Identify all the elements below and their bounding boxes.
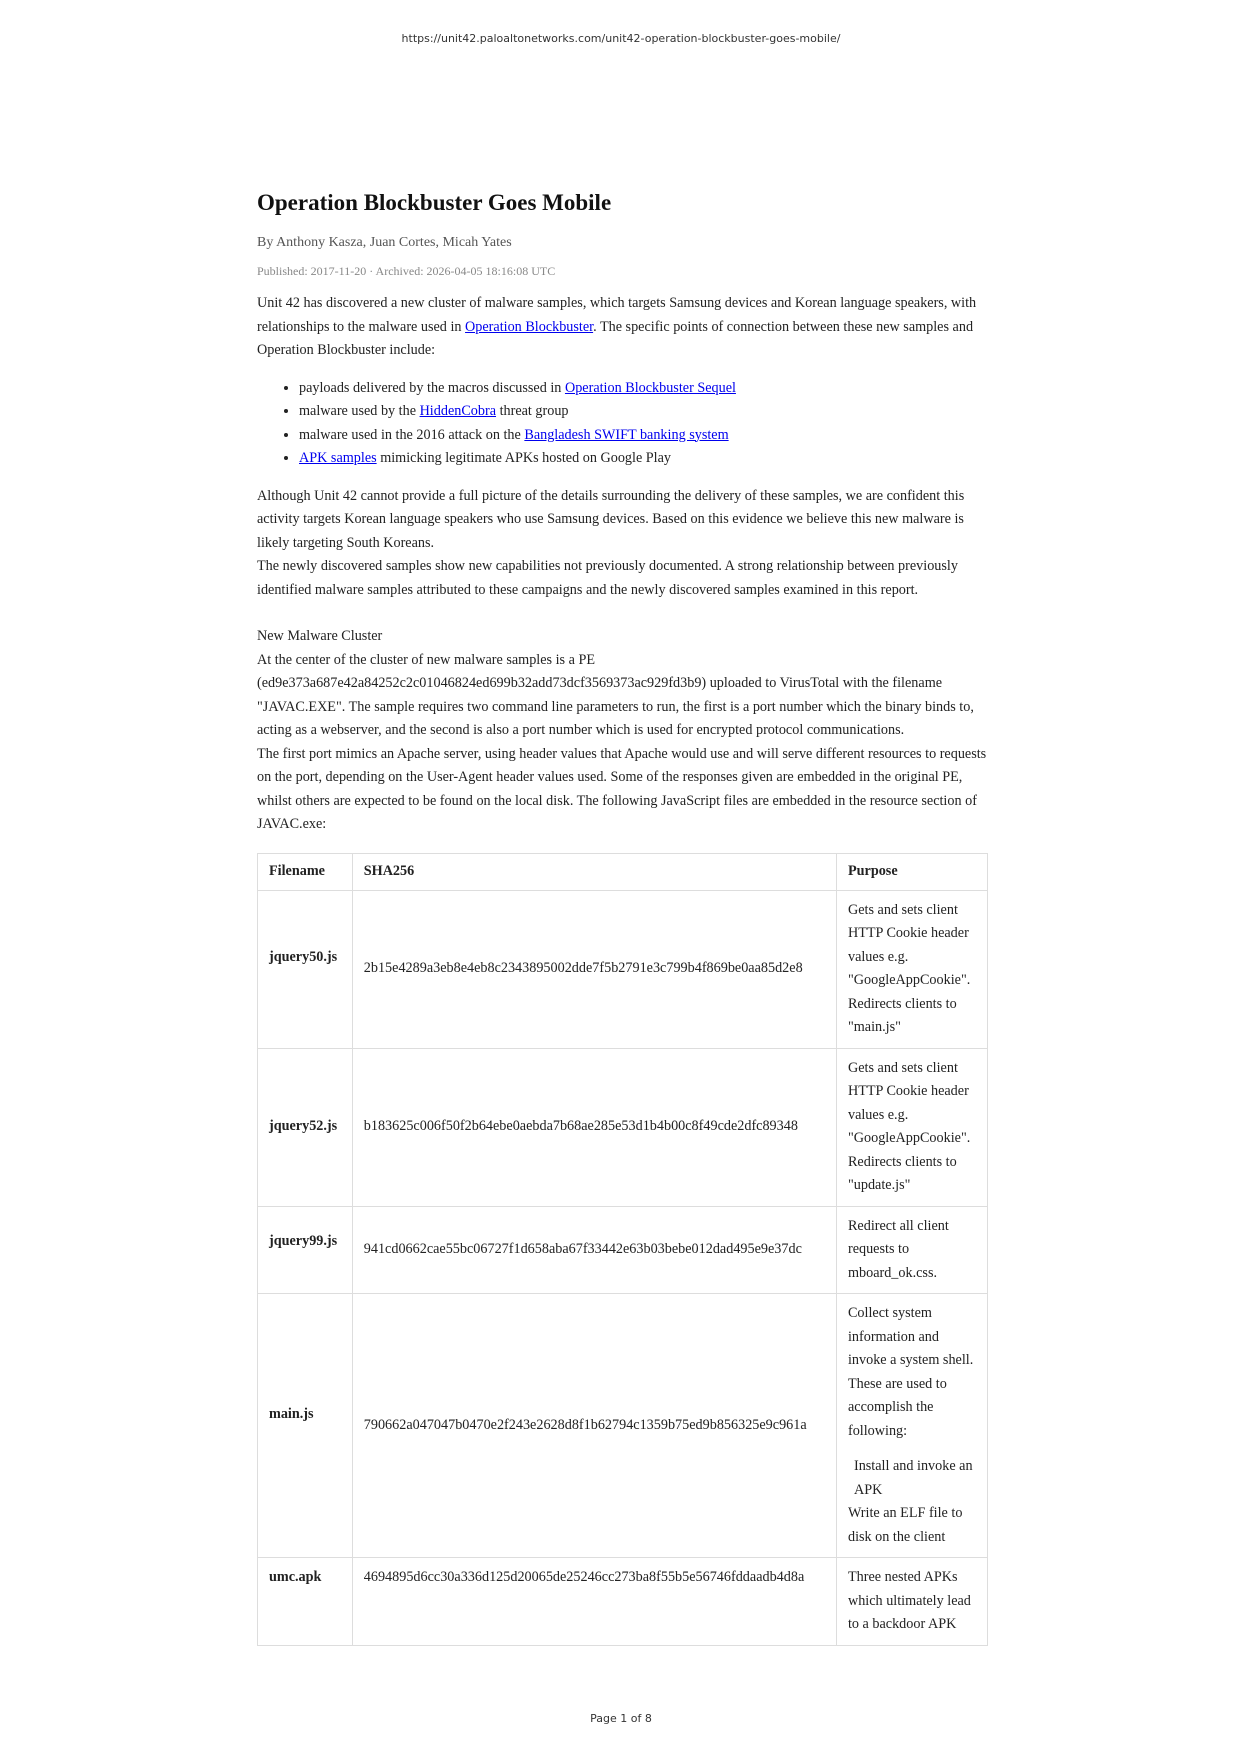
apk-samples-link[interactable]: APK samples	[299, 450, 377, 466]
intro-paragraph	[257, 292, 988, 363]
connection-list	[257, 377, 988, 471]
list-text: payloads delivered by the macros discussed in	[299, 379, 565, 396]
purpose-subitem: Install and invoke an APK	[853, 1458, 973, 1498]
hash-cell: 2b15e4289a3eb8e4eb8c2343895002dde7f5b2791e3c799b4f869be0aa85d2e8	[352, 890, 836, 1048]
purpose-cell: Gets and sets client HTTP Cookie header values e.g. "GoogleAppCookie". Redirects clients to "update.js"	[836, 1048, 987, 1206]
column-header: Purpose	[836, 853, 987, 890]
article	[257, 190, 988, 1633]
paragraph: At the center of the cluster of new malware samples is a PE (ed9e373a687e42a84252c2c01046824ed699b32add73dcf3569373ac929fd3b9) uploaded to VirusTotal with the filename "JAVAC.EXE". The sample requires two command line parameters to run, the first is a port number which the binary binds to, acting as a webserver, and the second is also a port number which is used for encrypted protocol communications.	[257, 651, 974, 738]
operation-blockbuster-link[interactable]: Operation Blockbuster	[465, 318, 594, 335]
byline: By Anthony Kasza, Juan Cortes, Micah Yates	[257, 235, 512, 250]
javascript-files-table	[257, 853, 988, 1646]
filename-cell: jquery50.js	[258, 890, 353, 1048]
purpose-cell: Gets and sets client HTTP Cookie header values e.g. "GoogleAppCookie". Redirects clients to "main.js"	[836, 890, 987, 1048]
purpose-cell: Redirect all client requests to mboard_ok.css.	[836, 1206, 987, 1294]
list-item	[299, 447, 988, 471]
purpose-subitem: Write an ELF file to disk on the client	[847, 1505, 963, 1545]
filename-cell: umc.apk	[258, 1558, 353, 1646]
purpose-text: Collect system information and invoke a system shell. These are used to accomplish the following:	[847, 1305, 974, 1439]
article-title: Operation Blockbuster Goes Mobile	[257, 190, 612, 215]
blockbuster-sequel-link[interactable]: Operation Blockbuster Sequel	[564, 379, 736, 396]
intro-text: Unit 42 has discovered a new cluster of malware samples, which targets Samsung devices and Korean language speakers, with relationships to the malware used in	[257, 295, 977, 335]
table-row	[258, 890, 988, 1048]
page-number: Page 1 of 8	[590, 1712, 652, 1725]
list-item	[299, 400, 988, 424]
hash-cell: 790662a047047b0470e2f243e2628d8f1b62794c1359b75ed9b856325e9c961a	[352, 1294, 836, 1558]
hash-cell: 4694895d6cc30a336d125d20065de25246cc273ba8f55b5e56746fddaadb4d8a	[352, 1558, 836, 1646]
table-row	[258, 1206, 988, 1294]
page-url-header: https://unit42.paloaltonetworks.com/unit42-operation-blockbuster-goes-mobile/	[401, 32, 841, 45]
section-heading: New Malware Cluster	[257, 628, 383, 644]
list-item	[299, 424, 988, 448]
table-header-row	[258, 853, 988, 890]
hash-cell: b183625c006f50f2b64ebe0aebda7b68ae285e53d1b4b00c8f49cde2dfc89348	[352, 1048, 836, 1206]
table-container	[257, 853, 988, 1633]
paragraph: Although Unit 42 cannot provide a full picture of the details surrounding the delivery of these samples, we are confident this activity targets Korean language speakers who use Samsung devices. Based on this evidence we believe this new malware is likely targeting South Koreans.	[257, 487, 965, 551]
filename-cell: main.js	[258, 1294, 353, 1558]
paragraph: The newly discovered samples show new capabilities not previously documented. A strong relationship between previously identified malware samples attributed to these campaigns and the newly discovered samples examined in this report.	[257, 558, 958, 598]
list-text: malware used by the	[299, 403, 420, 419]
purpose-cell: Three nested APKs which ultimately lead to a backdoor APK	[836, 1558, 987, 1646]
table-row	[258, 1294, 988, 1558]
publish-meta: Published: 2017-11-20 · Archived: 2026-04-05 18:16:08 UTC	[257, 264, 556, 278]
column-header: SHA256	[352, 853, 836, 890]
hiddencobra-link[interactable]: HiddenCobra	[419, 403, 497, 419]
table-row	[258, 1048, 988, 1206]
bangladesh-swift-link[interactable]: Bangladesh SWIFT banking system	[524, 426, 729, 443]
table-row	[258, 1558, 988, 1646]
list-text: mimicking legitimate APKs hosted on Google Play	[376, 450, 672, 466]
column-header: Filename	[258, 853, 353, 890]
filename-cell: jquery99.js	[258, 1206, 353, 1294]
intro-text-2: . The specific points of connection between these new samples and Operation Blockbuster include:	[257, 318, 974, 358]
list-item	[299, 377, 988, 401]
filename-cell: jquery52.js	[258, 1048, 353, 1206]
purpose-cell	[836, 1294, 987, 1558]
hash-cell: 941cd0662cae55bc06727f1d658aba67f33442e63b03bebe012dad495e9e37dc	[352, 1206, 836, 1294]
list-text: malware used in the 2016 attack on the	[299, 426, 525, 443]
paragraph: The first port mimics an Apache server, using header values that Apache would use and will serve different resources to requests on the port, depending on the User-Agent header values used. Some of the responses given are embedded in the original PE, whilst others are expected to be found on the local disk. The following JavaScript files are embedded in the resource section of JAVAC.exe:	[257, 745, 987, 832]
list-text: threat group	[496, 403, 569, 419]
